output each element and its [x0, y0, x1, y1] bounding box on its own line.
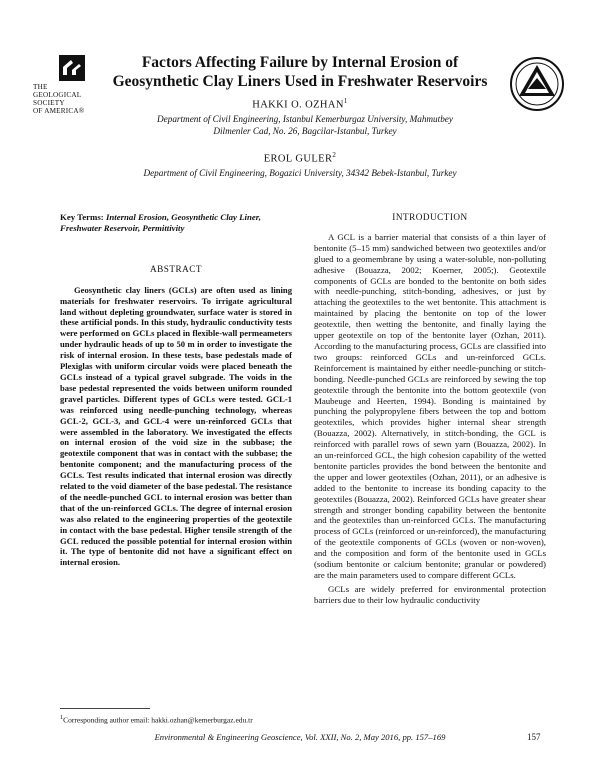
abstract-heading: ABSTRACT [150, 263, 202, 274]
logo-line: THE [33, 83, 48, 91]
abstract-text: Geosynthetic clay liners (GCLs) are often used as lining materials for freshwater reservoirs. To irrigate agricultural land without depleting groundwater, surface water is stored in these artificial ponds. In this study, hydraulic conductivity tests were performed on GCLs placed in flexible-wall permeameters under hydraulic heads of up to 50 m in order to investigate the risk of internal erosion. In these tests, base pedestals made of Plexiglas with uniform circular voids were placed beneath the GCLs instead of a typical gravel subgrade. The voids in the base pedestal represented the voids between uniform rounded gravel particles. Different types of GCLs were tested. GCL-1 was reinforced using needle-punching technology, whereas GCL-2, GCL-3, and GCL-4 were un-reinforced GCLs that were assembled in the laboratory. We investigated the effects on internal erosion of the void size in the subbase; the geotextile component that was in contact with the subbase; the bentonite component; and the manufacturing process of the GCLs. Test results indicated that internal erosion was directly related to the void diameter of the base pedestal. The resistance of the needle-punched GCL to internal erosion was better than that of the un-reinforced GCLs. The degree of internal erosion was also related to the engineering properties of the geotextile in contact with the base pedestal. Higher tensile strength of the GCL reduced the possible potential for internal erosion within it. The type of bentonite did not have a significant effect on internal erosion. [60, 284, 292, 568]
affiliation-1: Department of Civil Engineering, Istanbul Kemerburgaz University, Mahmutbey Dilmenler Cad, No. 26, Bagcilar-Istanbul, Turkey [157, 114, 453, 136]
page-number: 157 [527, 732, 541, 742]
introduction-heading: INTRODUCTION [392, 212, 468, 222]
introduction-paragraph-2: GCLs are widely preferred for environmental protection barriers due to their low hydraulic conductivity [314, 583, 546, 605]
logo-line: SOCIETY [33, 99, 65, 107]
left-column [60, 212, 292, 568]
author-name: EROL GULER [263, 153, 333, 165]
footnote-mark: 1 [60, 714, 64, 721]
gsa-logo-mark [59, 55, 85, 81]
right-column [314, 212, 546, 606]
author-mark: 2 [332, 151, 337, 159]
title-line-1: Factors Affecting Failure by Internal Erosion of [141, 54, 459, 71]
journal-citation: Environmental & Engineering Geoscience, Vol. XXII, No. 2, May 2016, pp. 157–169 [154, 732, 446, 742]
paper-title [110, 53, 490, 91]
author-mark: 1 [343, 97, 348, 105]
key-terms-label: Key Terms: [60, 212, 104, 222]
footnote [60, 713, 300, 725]
key-terms [60, 212, 292, 234]
introduction-paragraph-1: A GCL is a barrier material that consists of a thin layer of bentonite (5–15 mm) sandwiched between two geotextiles and/or glued to a geomembrane by using a water-soluble, non-polluting adhesive (Bouazza, 2002; Koerner, 2005;). Geotextile components of GCLs are bonded to the bentonite on both sides with needle-punching, stitch-bonding, adhesives, or just by attaching the geotextiles to the wet bentonite. This attachment is maintained by placing the bentonite on top of the lower geotextile, then wetting the bentonite, and finally laying the upper geotextile on top of the bentonite layer (Ozhan, 2011). According to the manufacturing process, GCLs are classified into two groups: reinforced GCLs and un-reinforced GCLs. Reinforcement is maintained by either needle-punching or stitch-bonding. Needle-punched GCLs are reinforced by sewing the top geotextile through the bentonite into the bottom geotextile (von Maubeuge and Heerten, 1994). Bonding is maintained by punching the polypropylene fibers between the top and bottom geotextiles, which provides higher internal shear strength (Bouazza, 2002). Alternatively, in stitch-bonding, the GCL is reinforced with parallel rows of sewn yarn (Bouazza, 2002). In an un-reinforced GCL, the high cohesion capability of the wetted bentonite particles provides the bond between the bentonite and the upper and lower geotextiles (Ozhan, 2011), or an adhesive is added to the bentonite to increase its bonding capacity to the geotextiles (Bouazza, 2002). Reinforced GCLs have greater shear strength and stronger bonding capability between the bentonite and the geotextiles than un-reinforced GCLs. The manufacturing process of GCLs (reinforced or un-reinforced), the manufacturing of the geotextile components of GCLs (woven or non-woven), and the composition and form of the bentonite used in GCLs (sodium bentonite or calcium bentonite; granular or powdered) are the main parameters used to compare different GCLs. [314, 231, 546, 580]
logo-line: OF AMERICA® [33, 107, 85, 115]
affiliation-2: Department of Civil Engineering, Bogazici University, 34342 Bebek-Istanbul, Turkey [143, 168, 457, 178]
author-2 [0, 151, 600, 165]
logo-line: GEOLOGICAL [33, 91, 82, 99]
author-1 [0, 97, 600, 111]
author-name: HAKKI O. OZHAN [252, 99, 344, 111]
footnote-text: Corresponding author email: hakki.ozhan@kemerburgaz.edu.tr [63, 715, 253, 725]
key-terms-list: Internal Erosion, Geosynthetic Clay Liner, Freshwater Reservoir, Permittivity [60, 212, 261, 233]
title-line-2: Geosynthetic Clay Liners Used in Freshwater Reservoirs [112, 73, 488, 90]
footnote-rule [60, 708, 150, 709]
